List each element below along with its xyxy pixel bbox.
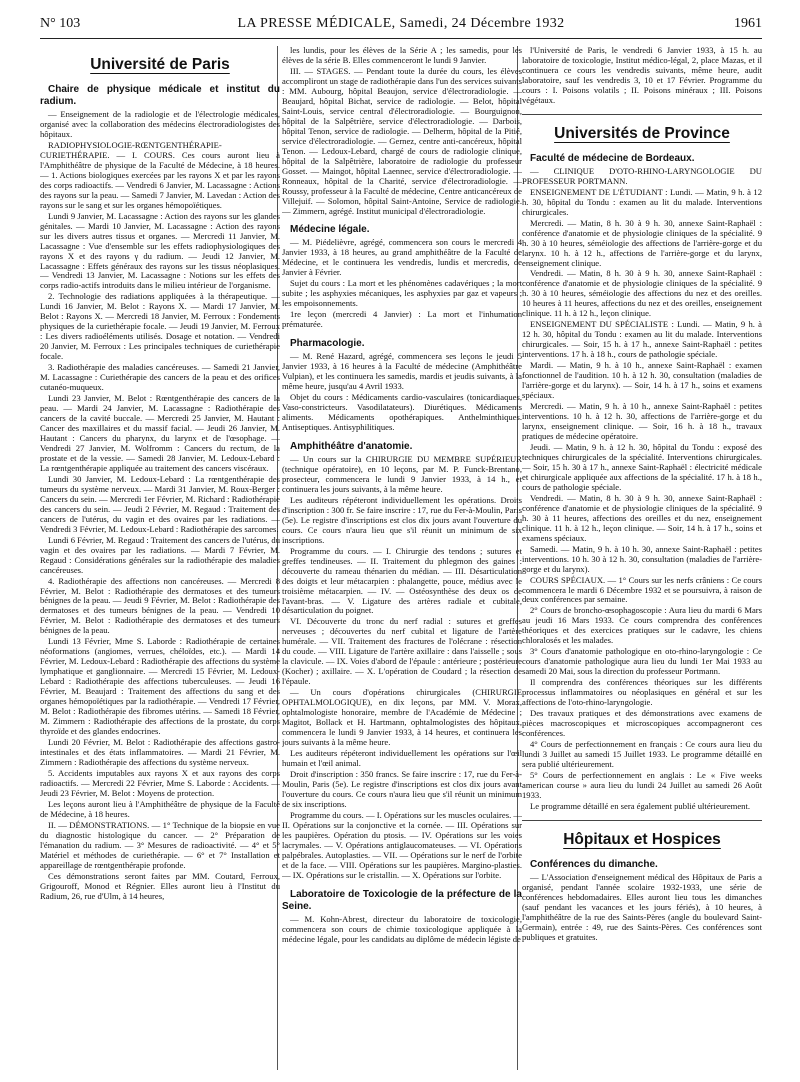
paragraph: — CLINIQUE D'OTO-RHINO-LARYNGOLOGIE DU PROFESSEUR PORTMANN. (522, 165, 762, 186)
section-heading: Universités de Province (554, 124, 730, 142)
paragraph: — Un cours sur la CHIRURGIE DU MEMBRE SUPÉRIEUR (technique opératoire), en 10 leçons, par M. P. Funck-Brentano, prosecteur, commencera le lundi 9 Janvier 1933, à 14 h., et continuera les jours suivants, à la même heure. (282, 453, 522, 494)
paragraph: — L'Association d'enseignement médical des Hôpitaux de Paris a organisé, pendant l'année scolaire 1932-1933, une série de conférences hebdomadaires. Elles auront lieu tous les dimanches (sauf pendant les vacances et les jours fériés), à 10 heures, à l'amphithéâtre de la rue des Saints-Pères (angle du boulevard Saint-Germain), entrée : 49, rue des Saints-Pères. Ces conférences sont publiques et gratuites. (522, 871, 762, 942)
paragraph: — M. René Hazard, agrégé, commencera ses leçons le jeudi 5 Janvier 1933, à 16 heures à la Faculté de médecine (Amphithéâtre Vulpian), et les continuera les samedis, mardis et jeudis suivants, à la même heure, jusqu'au 4 Avril 1933. (282, 351, 522, 392)
paragraph: Ces démonstrations seront faites par MM. Coutard, Ferroux, Grigouroff, Monod et Régnier. Elles auront lieu à l'Institut du Radium, 26, rue d'Ulm, à 14 heures, (40, 870, 280, 901)
paragraph: Mardi. — Matin, 9 h. à 10 h., annexe Saint-Raphaël : examen fonctionnel de l'audition. 10 h. à 12 h. 30, consultation (maladies de l'arrière-gorge et du larynx). — Soir, 14 h. à 17 h., soins et examens spéciaux. (522, 360, 762, 401)
paragraph: ENSEIGNEMENT DE L'ÉTUDIANT : Lundi. — Matin, 9 h. à 12 h. 30, hôpital du Tondu : examen au lit du malade. Interventions chirurgicales. (522, 186, 762, 217)
paragraph: Objet du cours : Médicaments cardio-vasculaires (tonicardiaques, Vaso-constricteurs. Vasodilatateurs). Diurétiques. Médicaments aliments. Médicaments opothérapiques. Anthelminthiques. Antiseptiques. Antisyphilitiques. (282, 392, 522, 432)
paragraph: Lundi 13 Février, Mme S. Laborde : Radiothérapie de certaines néoformations (angiomes, verrues, chéloïdes, etc.). — Mardi 14 Février, M. Ledoux-Lebard : Radiothérapie des affections du système lymphatique et ganglionnaire. — Mercredi 15 Février, M. Ledoux-Lebard : Radiothérapie des affections tuberculeuses. — Jeudi 16 Février, M. Beaujard : Traitement des affections du sang et des organes hémopoïétiques par la radiothérapie. — Vendredi 17 Février, M. Belot : Radiothérapie des fibromes utérins. — Samedi 18 Février, M. Zimmern : Radiothérapie des affections de la prostate, du corps thyroïde et des glandes endocrines. (40, 636, 280, 737)
paragraph: Lundi 30 Janvier, M. Ledoux-Lebard : La rœntgenthérapie des tumeurs du système nerveux. — Mardi 31 Janvier, M. Roux-Berger : Cancers du sein. — Mercredi 1er Février, M. Richard : Radiothérapie des cancers du sein. — Jeudi 2 Février, M. Regaud : Traitement des cancers de l'utérus, du vagin et des ovaires par les radiations. — Vendredi 3 Février, M. Ledoux-Lebard : Radiothérapie des sarcomes. (40, 473, 280, 534)
page-header (40, 16, 762, 36)
paragraph: COURS SPÉCIAUX. — 1° Cours sur les nerfs crâniens : Ce cours commencera le mardi 6 Décembre 1932 et se poursuivra, à raison de deux conférences par semaine. (522, 574, 762, 605)
section-divider (522, 114, 762, 115)
paragraph: Jeudi. — Matin, 9 h. à 12 h. 30, hôpital du Tondu : exposé des techniques chirurgicales de la spécialité. Interventions chirurgicales. — Soir, 15 h. 30 à 17 h., annexe Saint-Raphaël : électricité médicale et chirurgicale appliquée aux affections de la spécialité. 17 h. à 18 h., cours de pathologie spéciale. (522, 441, 762, 492)
paragraph: 5° Cours de perfectionnement en anglais : Le « Five weeks american course » aura lieu du lundi 24 Juillet au samedi 26 Août 1933. (522, 769, 762, 800)
paragraph: Droit d'inscription : 350 francs. Se faire inscrire : 17, rue du Fer-à-Moulin, Paris (5e). Le registre d'inscriptions est clos dix jours avant l'ouverture du cours. Ce cours n'aura lieu que s'il réunit un minimum de six inscriptions. (282, 768, 522, 809)
subsection-title: Conférences du dimanche. (530, 858, 658, 870)
paragraph: 2° Cours de broncho-œsophagoscopie : Aura lieu du mardi 6 Mars au jeudi 16 Mars 1933. Ce cours comprendra des conférences théoriques et des exercices pratiques sur le cadavre, les chiens chloralosés et les malades. (522, 605, 762, 646)
paragraph: 4. Radiothérapie des affections non cancéreuses. — Mercredi 8 Février, M. Belot : Radiothérapie des dermatoses et des tumeurs bénignes de la peau. — Jeudi 9 Février, M. Belot : Radiothérapie des dermatoses et des tumeurs bénignes de la peau. — Vendredi 10 Février, M. Belot : Radiothérapie des dermatoses et des tumeurs bénignes de la peau. (40, 575, 280, 636)
paragraph: Lundi 23 Janvier, M. Belot : Rœntgenthérapie des cancers de la peau. — Mardi 24 Janvier, M. Lacassagne : Radiothérapie des cancers de la cavité buccale. — Mercredi 25 Janvier, M. Hautant : Cancer des maxillaires et du massif facial. — Jeudi 26 Janvier, M. Hautant : Cancers du pharynx, du larynx et de l'œsophage. — Vendredi 27 Janvier, M. Wolfromm : Cancers du rectum, de la prostate et de la vessie. — Samedi 28 Janvier, M. Ledoux-Lebard : La rœntgenthérapie appliquée au traitement des cancers viscéraux. (40, 393, 280, 473)
paragraph: Samedi. — Matin, 9 h. à 10 h. 30, annexe Saint-Raphaël : petites interventions. 10 h. 30 à 12 h. 30, consultation (maladies de l'arrière-gorge et du larynx). (522, 543, 762, 574)
section-divider (522, 820, 762, 821)
subsection-title: Laboratoire de Toxicologie de la préfecture de la Seine. (282, 888, 522, 912)
subsection-title: Faculté de médecine de Bordeaux. (530, 152, 695, 164)
paragraph: Il comprendra des conférences théoriques sur les différents processus inflammatoires ou néoplasiques en général et sur les affections de l'oto-rhino-laryngologie. (522, 677, 762, 708)
paragraph: 2. Technologie des radiations appliquées à la thérapeutique. — Lundi 16 Janvier, M. Belot : Rayons X. — Mardi 17 Janvier, M. Belot : Rayons X. — Mercredi 18 Janvier, M. Ferroux : Fondements physiques de la curiethérapie focale. — Jeudi 19 Janvier, M. Ferroux : Les divers radioéléments utilisés. Dosage et notation. — Vendredi 20 Janvier, M. Ferroux : Les principales techniques de curiethérapie focale. (40, 291, 280, 362)
column-3 (522, 46, 762, 1072)
subsection-title: Pharmacologie. (290, 338, 365, 350)
paragraph: — Enseignement de la radiologie et de l'électrologie médicales, organisé avec la collaboration des médecins électroradiologistes des hôpitaux. (40, 108, 280, 139)
section-heading: Hôpitaux et Hospices (563, 830, 721, 848)
paragraph: Lundi 20 Février, M. Belot : Radiothérapie des affections gastro-intestinales et des états inflammatoires. — Mardi 21 Février, M. Zimmern : Radiothérapie des affections du système nerveux. (40, 737, 280, 767)
paragraph: Programme du cours. — I. Chirurgie des tendons ; sutures et greffes tendineuses. — II. Traitement du phlegmon des gaines : découverte du rameau thénarien du médian. — III. Désarticulation des doigts et leur métacarpien : phalangette, pouce, médius avec le troisième métacarpien. — IV. — Ostéosynthèse des deux os de l'avant-bras. — V. Ligature des artères radiale et cubitale, désarticulation du poignet. (282, 545, 522, 616)
paragraph: Le programme détaillé en sera également publié ultérieurement. (530, 800, 750, 811)
paragraph: Vendredi. — Matin, 8 h. 30 à 9 h. 30, annexe Saint-Raphaël : conférence d'anatomie et de physiologie cliniques de la spécialité. 9 h. 30 à 10 heures, séméiologie des affections du nez et des oreilles. 10 heures à 11 heures, affections du nez et des oreilles, enseignement clinique. 11 h. à 12 h., leçon clinique. (522, 268, 762, 319)
paragraph: II. — DÉMONSTRATIONS. — 1° Technique de la biopsie en vue du diagnostic histologique du cancer. — 2° Préparation de l'émanation du radium. — 3° Mesures de radioactivité. — 4° et 5° Matériel et méthodes de curiethérapie. — 6° et 7° Installation et appareillage de rœntgenthérapie profonde. (40, 819, 280, 870)
paragraph: Lundi 9 Janvier, M. Lacassagne : Action des rayons sur les glandes génitales. — Mardi 10 Janvier, M. Lacassagne : Action des rayons sur les divers autres tissus et organes. — Mercredi 11 Janvier, M. Lacassagne : Vue d'ensemble sur les effets radiophysiologiques des rayons X et des rayons γ du radium. — Jeudi 12 Janvier, M. Lacassagne : Effets généraux des rayons sur les tissus néoplasiques. — Vendredi 13 Janvier, M. Lacassagne : Notions sur les effets des corps radio-actifs introduits dans le milieu intérieur de l'organisme. (40, 210, 280, 291)
subsection-title: Amphithéâtre d'anatomie. (290, 440, 413, 452)
header-rule (40, 38, 762, 39)
subsection-title: Chaire de physique médicale et institut du radium. (40, 83, 280, 107)
paragraph: 1re leçon (mercredi 4 Janvier) : La mort et l'inhumation prématurée. (282, 309, 522, 330)
paragraph: 3° Cours d'anatomie pathologique en oto-rhino-laryngologie : Ce cours d'anatomie pathologique aura lieu du lundi 1er Mai 1933 au samedi 20 Mai, sous la direction du professeur Portmann. (522, 646, 762, 677)
issue-number: N° 103 (40, 16, 81, 31)
paragraph: — M. Piédelièvre, agrégé, commencera son cours le mercredi 4 Janvier 1933, à 18 heures, au grand amphithéâtre de la Faculté de Médecine, et le continuera les vendredis, lundis et mercredis, de Janvier à Février. (282, 237, 522, 278)
paragraph: Sujet du cours : La mort et les phénomènes cadavériques ; la mort subite ; les asphyxies mécaniques, les asphyxies par gaz et vapeurs ; les empoisonnements. (282, 278, 522, 309)
subsection-title: Médecine légale. (290, 224, 370, 236)
paragraph: Les auditeurs répéteront individuellement les opérations. Droits d'inscription : 300 fr. Se faire inscrire : 17, rue du Fer-à-Moulin, Paris (5e). Le registre d'inscriptions est clos dix jours avant l'ouverture du cours. Ce cours n'aura lieu que s'il réunit un minimum de six inscriptions. (282, 494, 522, 545)
paragraph: Programme du cours. — I. Opérations sur les muscles oculaires. — II. Opérations sur la conjonctive et la cornée. — III. Opérations sur les paupières. Opération du ptosis. — IV. Opérations sur les voies lacrymales. — V. Opérations antiglaucomateuses. — VI. Opérations palpébrales. Autoplasties. — VII. — Opérations sur le nerf de l'orbite et de la face. — VIII. Opérations sur les paupières. Margino-plasties. — IX. Opérations sur le cristallin. — X. Opérations sur l'orbite. (282, 809, 522, 880)
paragraph: Mercredi. — Matin, 9 h. à 10 h., annexe Saint-Raphaël : petites interventions. 10 h. à 12 h. 30, affections de l'arrière-gorge et du larynx, enseignement clinique. — Soir, 16 h. à 18 h., travaux pratiques de médecine opératoire. (522, 401, 762, 441)
paragraph: 3. Radiothérapie des maladies cancéreuses. — Samedi 21 Janvier, M. Lacassagne : Curiethérapie des cancers de la peau et des orifices cutanéo-muqueux. (40, 362, 280, 393)
paragraph: Des travaux pratiques et des démonstrations avec examens de pièces macroscopiques et microscopiques accompagneront ces conférences. (522, 708, 762, 739)
paragraph: VI. Découverte du tronc du nerf radial : sutures et greffes nerveuses ; découvertes du nerf cubital et ligature de l'artère humérale. — VII. Traitement des fractures de l'olécrane : résection du coude. — VIII. Ligature de l'artère axillaire : dans l'aisselle ; sous la clavicule. — IX. Voies d'abord de l'épaule : antérieure ; postérieure (Kocher) ; axillaire. — X. L'opération de Coudard ; la résection de l'épaule. (282, 616, 522, 687)
page-number: 1961 (734, 16, 762, 31)
paragraph: — M. Kohn-Abrest, directeur du laboratoire de toxicologie, commencera son cours de chimie toxicologique appliquée à la médecine légale, pour les candidats au diplôme de médecin légiste de (282, 913, 522, 944)
paragraph: — Un cours d'opérations chirurgicales (CHIRURGIE OPHTALMOLOGIQUE), en dix leçons, par MM. V. Morax, ophtalmologiste honoraire, membre de l'Académie de Médecine ; Magitot, Bollack et H. Hartmann, ophtalmologistes des hôpitaux, commencera le lundi 9 Janvier 1933, à 14 heures, et continuera les jours suivants à la même heure. (282, 687, 522, 748)
paragraph: 5. Accidents imputables aux rayons X et aux rayons des corps radioactifs. — Mercredi 22 Février, Mme S. Laborde : Accidents. — Jeudi 23 Février, M. Belot : Moyens de protection. (40, 767, 280, 798)
paragraph: les lundis, pour les élèves de la Série A ; les samedis, pour les élèves de la série B. Elles commenceront le lundi 9 Janvier. (282, 46, 522, 65)
column-1 (40, 46, 280, 1072)
journal-title: LA PRESSE MÉDICALE, Samedi, 24 Décembre 1932 (237, 16, 565, 31)
paragraph: 4° Cours de perfectionnement en français : Ce cours aura lieu du lundi 3 Juillet au samedi 15 Juillet 1933. Le programme détaillé en sera publié ultérieurement. (522, 739, 762, 769)
paragraph: Vendredi. — Matin, 8 h. 30 à 9 h. 30, annexe Saint-Raphaël : conférence d'anatomie et de physiologie cliniques de la spécialité. 9 h. 30 à 11 heures, affections des oreilles et du nez, enseignement clinique. 11 h. à 12 h., leçon clinique. — Soir, 14 h. à 17 h., soins et examens spéciaux. (522, 492, 762, 543)
paragraph: l'Université de Paris, le vendredi 6 Janvier 1933, à 15 h. au laboratoire de toxicologie, Institut médico-légal, 2, place Mazas, et il continuera ce cours les vendredis suivants, même heure, audit laboratoire, sauf les vendredis 3, 10 et 17 Février. Programme du cours : I. Poisons volatils ; II. Poisons minéraux ; III. Poisons végétaux. (522, 46, 762, 105)
paragraph: Les auditeurs répéteront individuellement les opérations sur l'œil humain et l'œil animal. (282, 748, 522, 768)
paragraph: III. — STAGES. — Pendant toute la durée du cours, les élèves accompliront un stage de radiothérapie dans l'un des services suivants : MM. Aubourg, hôpital Beaujon, service d'électroradiologie. — Beaujard, hôpital Bichat, service de radiologie. — Belot, hôpital Saint-Louis, service central d'électroradiologie. — Bourguignon, hôpital de la Salpêtrière, service d'électroradiologie. — Darbois, hôpital Tenon, service de radiologie. — Delherm, hôpital de la Pitié, service d'électroradiologie. — Gernez, centre anti-cancéreux, hôpital Tenon. — Ledoux-Lebard, chargé de cours de radiologie clinique, hôpital de la Salpêtrière, laboratoire de radiologie du professeur Gosset. — Maingot, hôpital Laennec, service d'électroradiologie. — Ronneaux, hôpital de la Charité, service d'électroradiologie. — Roussy, professeur à la Faculté de médecine, Centre anticancéreux de Villejuif. — Solomon, hôpital Saint-Antoine, Service de radiologie. — Zimmern, agrégé. Institut municipal d'électroradiologie. (282, 65, 522, 216)
column-2 (282, 46, 522, 1072)
section-heading: Université de Paris (90, 56, 230, 73)
paragraph: Lundi 6 Février, M. Regaud : Traitement des cancers de l'utérus, du vagin et des ovaires par les radiations. — Mardi 7 Février, M. Regaud : Considérations générales sur la radiothérapie des maladies cancéreuses. (40, 534, 280, 575)
paragraph: Mercredi. — Matin, 8 h. 30 à 9 h. 30, annexe Saint-Raphaël : conférence d'anatomie et de physiologie cliniques de la spécialité. 9 h. 30 à 10 heures, séméiologie des affections de l'arrière-gorge et du larynx. 10 h. à 12 h., affections de l'arrière-gorge et du larynx, enseignement clinique. (522, 217, 762, 268)
paragraph: ENSEIGNEMENT DU SPÉCIALISTE : Lundi. — Matin, 9 h. à 12 h. 30, hôpital du Tondu : examen au lit du malade. Interventions chirurgicales. — Soir, 15 h. à 17 h., annexe Saint-Raphaël : petites interventions. 17 h. à 18 h., cours de pathologie spéciale. (522, 319, 762, 360)
paragraph: RADIOPHYSIOLOGIE-RŒNTGENTHÉRAPIE-CURIETHÉRAPIE. — I. COURS. Ces cours auront lieu à l'Amphithéâtre de physique de la Faculté de Médecine, à 18 heures. — 1. Actions biologiques exercées par les rayons X et par les rayons des corps radioactifs. — Vendredi 6 Janvier, M. Lacassagne : Actions des rayons sur la peau. — Samedi 7 Janvier, M. Lavedan : Action des rayons sur le sang et sur les organes hémopoïétiques. (40, 139, 280, 210)
paragraph: Les leçons auront lieu à l'Amphithéâtre de physique de la Faculté de Médecine, à 18 heures. (40, 798, 280, 819)
